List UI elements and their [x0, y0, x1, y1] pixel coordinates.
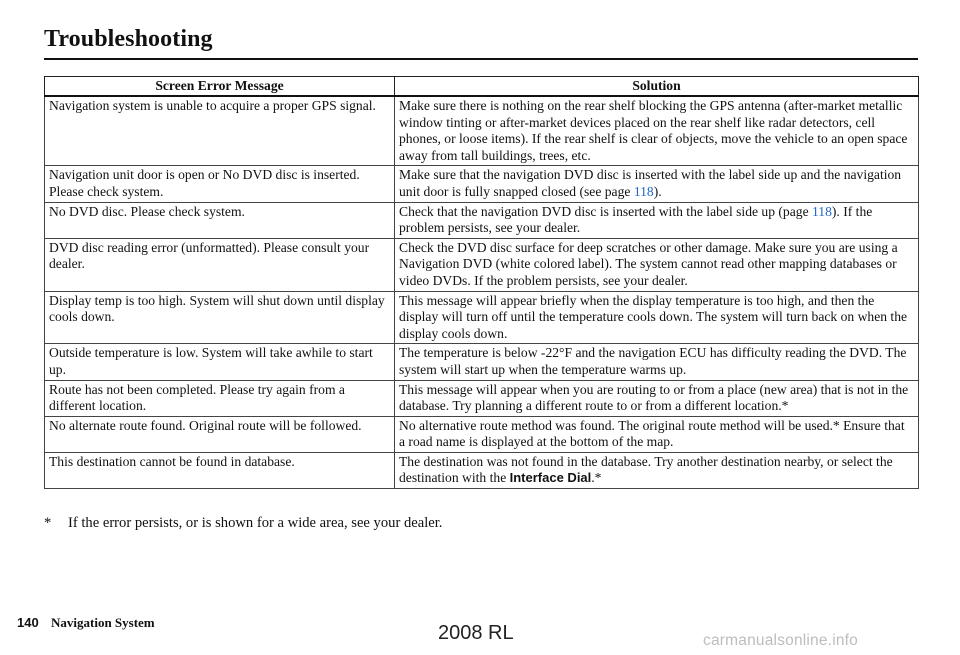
solution-text: Check that the navigation DVD disc is inserted with the label side up (page: [399, 203, 812, 219]
solution-text: No alternative route method was found. The original route method will be used.* Ensure that a road name is displayed at the bottom of the map.: [399, 417, 905, 450]
table-row: [45, 238, 919, 291]
page-reference[interactable]: 118: [633, 183, 654, 199]
solution-text: This message will appear briefly when the display temperature is too high, and then the display will turn off until the temperature cools down. The system will turn back on when the display cools down.: [399, 292, 908, 341]
table-row: [45, 202, 919, 238]
solution-cell: [395, 96, 919, 166]
solution-cell: [395, 416, 919, 452]
footnote: [44, 515, 442, 532]
table-row: [45, 96, 919, 166]
error-message-cell: Outside temperature is low. System will take awhile to start up.: [45, 344, 395, 380]
error-message-cell: Navigation system is unable to acquire a proper GPS signal.: [45, 96, 395, 166]
error-message-cell: Display temp is too high. System will shut down until display cools down.: [45, 291, 395, 344]
page-reference[interactable]: 118: [812, 203, 832, 219]
table-row: [45, 452, 919, 488]
solution-text: ).: [653, 183, 662, 199]
footnote-asterisk: *: [44, 515, 52, 531]
error-message-cell: No alternate route found. Original route will be followed.: [45, 416, 395, 452]
solution-text: ). If the problem persists, see your dealer.: [399, 203, 873, 236]
solution-cell: [395, 291, 919, 344]
solution-cell: [395, 202, 919, 238]
solution-cell: [395, 166, 919, 202]
table-row: [45, 344, 919, 380]
page-number: 140: [17, 615, 39, 630]
table-row: [45, 291, 919, 344]
table-row: [45, 380, 919, 416]
solution-cell: [395, 238, 919, 291]
solution-text: Make sure there is nothing on the rear shelf blocking the GPS antenna (after-market metallic window tinting or after-market devices placed on the rear shelf like radar detectors, cell phones, or loose items). If the rear shelf is clear of objects, move the vehicle to an open space away from tall buildings, trees, etc.: [399, 98, 908, 163]
page-title: Troubleshooting: [44, 26, 213, 52]
header-solution: Solution: [395, 77, 919, 97]
interface-dial-term: Interface Dial: [509, 470, 592, 486]
error-message-table: [44, 76, 919, 489]
title-rule: [44, 58, 918, 60]
error-message-cell: Navigation unit door is open or No DVD disc is inserted. Please check system.: [45, 166, 395, 202]
watermark-model: 2008 RL: [438, 622, 514, 644]
solution-cell: [395, 452, 919, 488]
table-header-row: [45, 77, 919, 97]
error-message-cell: No DVD disc. Please check system.: [45, 202, 395, 238]
error-message-cell: DVD disc reading error (unformatted). Please consult your dealer.: [45, 238, 395, 291]
table-row: [45, 166, 919, 202]
header-screen-error-message: Screen Error Message: [45, 77, 395, 97]
solution-text: This message will appear when you are routing to or from a place (new area) that is not in the database. Try planning a different route to or from a different location.*: [399, 381, 909, 414]
solution-text: Make sure that the navigation DVD disc is inserted with the label side up and the navigation unit door is fully snapped closed (see page: [399, 167, 902, 199]
error-message-cell: Route has not been completed. Please try again from a different location.: [45, 380, 395, 416]
solution-cell: [395, 344, 919, 380]
solution-text: The destination was not found in the database. Try another destination nearby, or select the destination with the: [399, 453, 893, 486]
solution-text: .*: [591, 470, 602, 486]
error-message-cell: This destination cannot be found in database.: [45, 452, 395, 488]
watermark-site: carmanualsonline.info: [703, 632, 858, 649]
solution-text: Check the DVD disc surface for deep scratches or other damage. Make sure you are using a Navigation DVD (white colored label). The system cannot read other mapping databases or video DVDs. If the problem persists, see your dealer.: [399, 239, 898, 288]
footnote-text: If the error persists, or is shown for a wide area, see your dealer.: [68, 515, 443, 531]
footer-section-label: Navigation System: [51, 615, 155, 630]
table-row: [45, 416, 919, 452]
solution-cell: [395, 380, 919, 416]
solution-text: The temperature is below -22°F and the navigation ECU has difficulty reading the DVD. The system will start up when the temperature warms up.: [399, 345, 907, 377]
